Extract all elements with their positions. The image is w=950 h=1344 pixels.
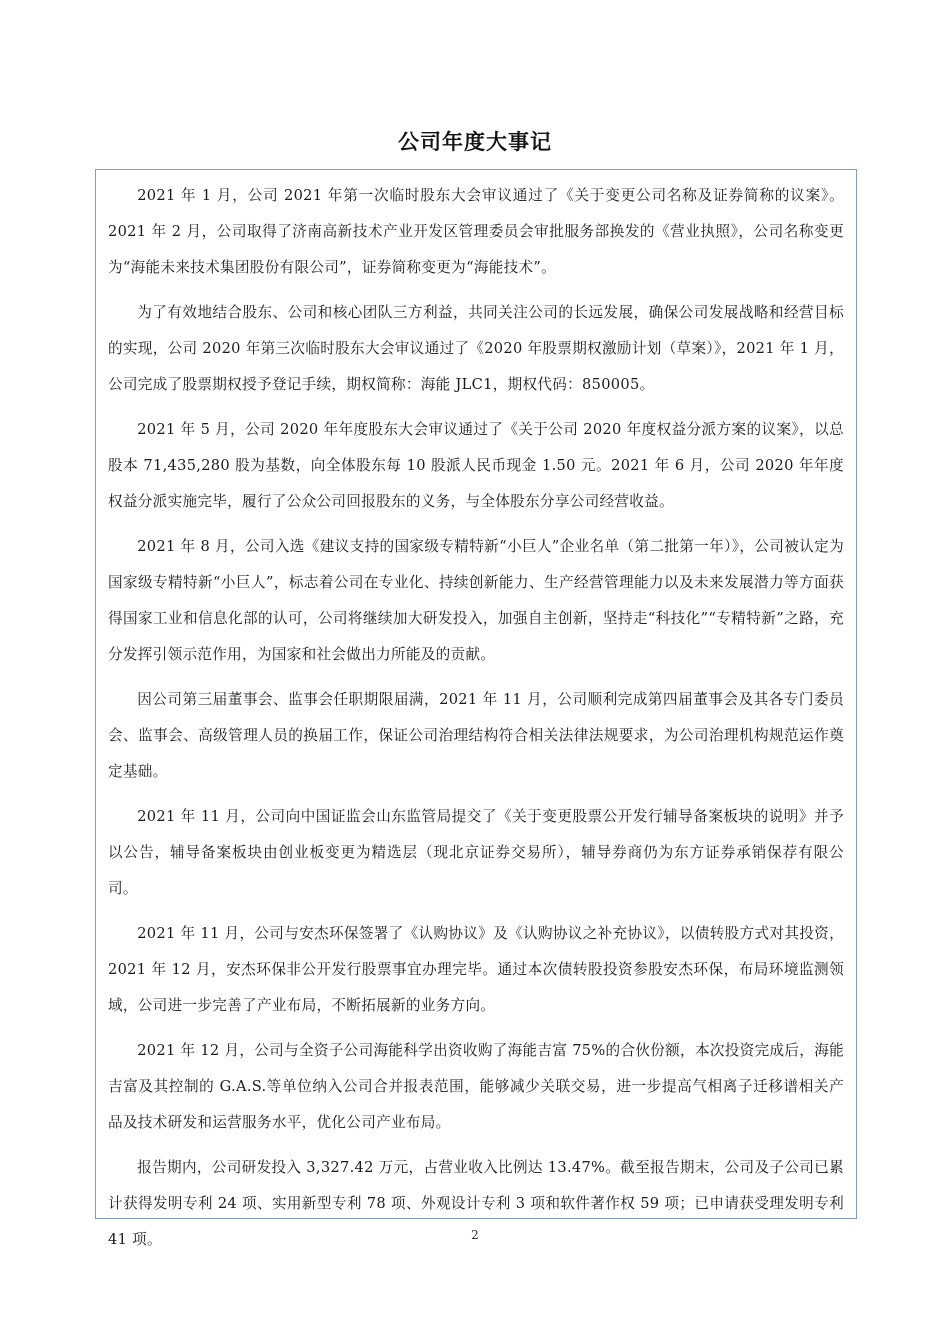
event-paragraph: 2021 年 11 月，公司向中国证监会山东监管局提交了《关于变更股票公开发行辅导备案板块的说明》并予以公告，辅导备案板块由创业板变更为精选层（现北京证券交易所），辅导券商仍为东方证券承销保荐有限公司。: [108, 808, 844, 897]
event-paragraph: 2021 年 11 月，公司与安杰环保签署了《认购协议》及《认购协议之补充协议》，以债转股方式对其投资，2021 年 12 月，安杰环保非公开发行股票事宜办理完毕。通过本次债转股投资参股安杰环保，布局环境监测领域，公司进一步完善了产业布局，不断拓展新的业务方向。: [108, 925, 844, 1014]
event-paragraph: 2021 年 5 月，公司 2020 年年度股东大会审议通过了《关于公司 2020 年度权益分派方案的议案》，以总股本 71,435,280 股为基数，向全体股东每 10 股派人民币现金 1.50 元。2021 年 6 月，公司 2020 年年度权益分派实施完毕，履行了公众公司回报股东的义务，与全体股东分享公司经营收益。: [108, 421, 844, 510]
event-paragraph: 2021 年 8 月，公司入选《建议支持的国家级专精特新“小巨人”企业名单（第二批第一年）》，公司被认定为国家级专精特新“小巨人”，标志着公司在专业化、持续创新能力、生产经营管理能力以及未来发展潜力等方面获得国家工业和信息化部的认可，公司将继续加大研发投入，加强自主创新，坚持走“科技化”“专精特新”之路，充分发挥引领示范作用，为国家和社会做出力所能及的贡献。: [108, 538, 844, 663]
event-paragraph: 为了有效地结合股东、公司和核心团队三方利益，共同关注公司的长远发展，确保公司发展战略和经营目标的实现，公司 2020 年第三次临时股东大会审议通过了《2020 年股票期权激励计划（草案）》，2021 年 1 月，公司完成了股票期权授予登记手续，期权简称：海能 JLC1，期权代码：850005。: [108, 304, 844, 393]
events-box: [95, 169, 857, 1248]
page-title: 公司年度大事记: [398, 130, 552, 154]
event-paragraph: 2021 年 1 月，公司 2021 年第一次临时股东大会审议通过了《关于变更公司名称及证券简称的议案》。2021 年 2 月，公司取得了济南高新技术产业开发区管理委员会审批服务部换发的《营业执照》，公司名称变更为“海能未来技术集团股份有限公司”，证券简称变更为“海能技术”。: [108, 187, 844, 276]
page-number: 2: [471, 1228, 479, 1242]
event-paragraph: 报告期内，公司研发投入 3,327.42 万元，占营业收入比例达 13.47%。截至报告期末，公司及子公司已累计获得发明专利 24 项、实用新型专利 78 项、外观设计专利 3 项和软件著作权 59 项；已申请获受理发明专利 41 项。: [108, 1159, 844, 1248]
event-paragraph: 因公司第三届董事会、监事会任职期限届满，2021 年 11 月，公司顺利完成第四届董事会及其各专门委员会、监事会、高级管理人员的换届工作，保证公司治理结构符合相关法律法规要求，为公司治理机构规范运作奠定基础。: [108, 691, 844, 780]
event-paragraph: 2021 年 12 月，公司与全资子公司海能科学出资收购了海能吉富 75%的合伙份额，本次投资完成后，海能吉富及其控制的 G.A.S.等单位纳入公司合并报表范围，能够减少关联交易，进一步提高气相离子迁移谱相关产品及技术研发和运营服务水平，优化公司产业布局。: [108, 1042, 844, 1131]
